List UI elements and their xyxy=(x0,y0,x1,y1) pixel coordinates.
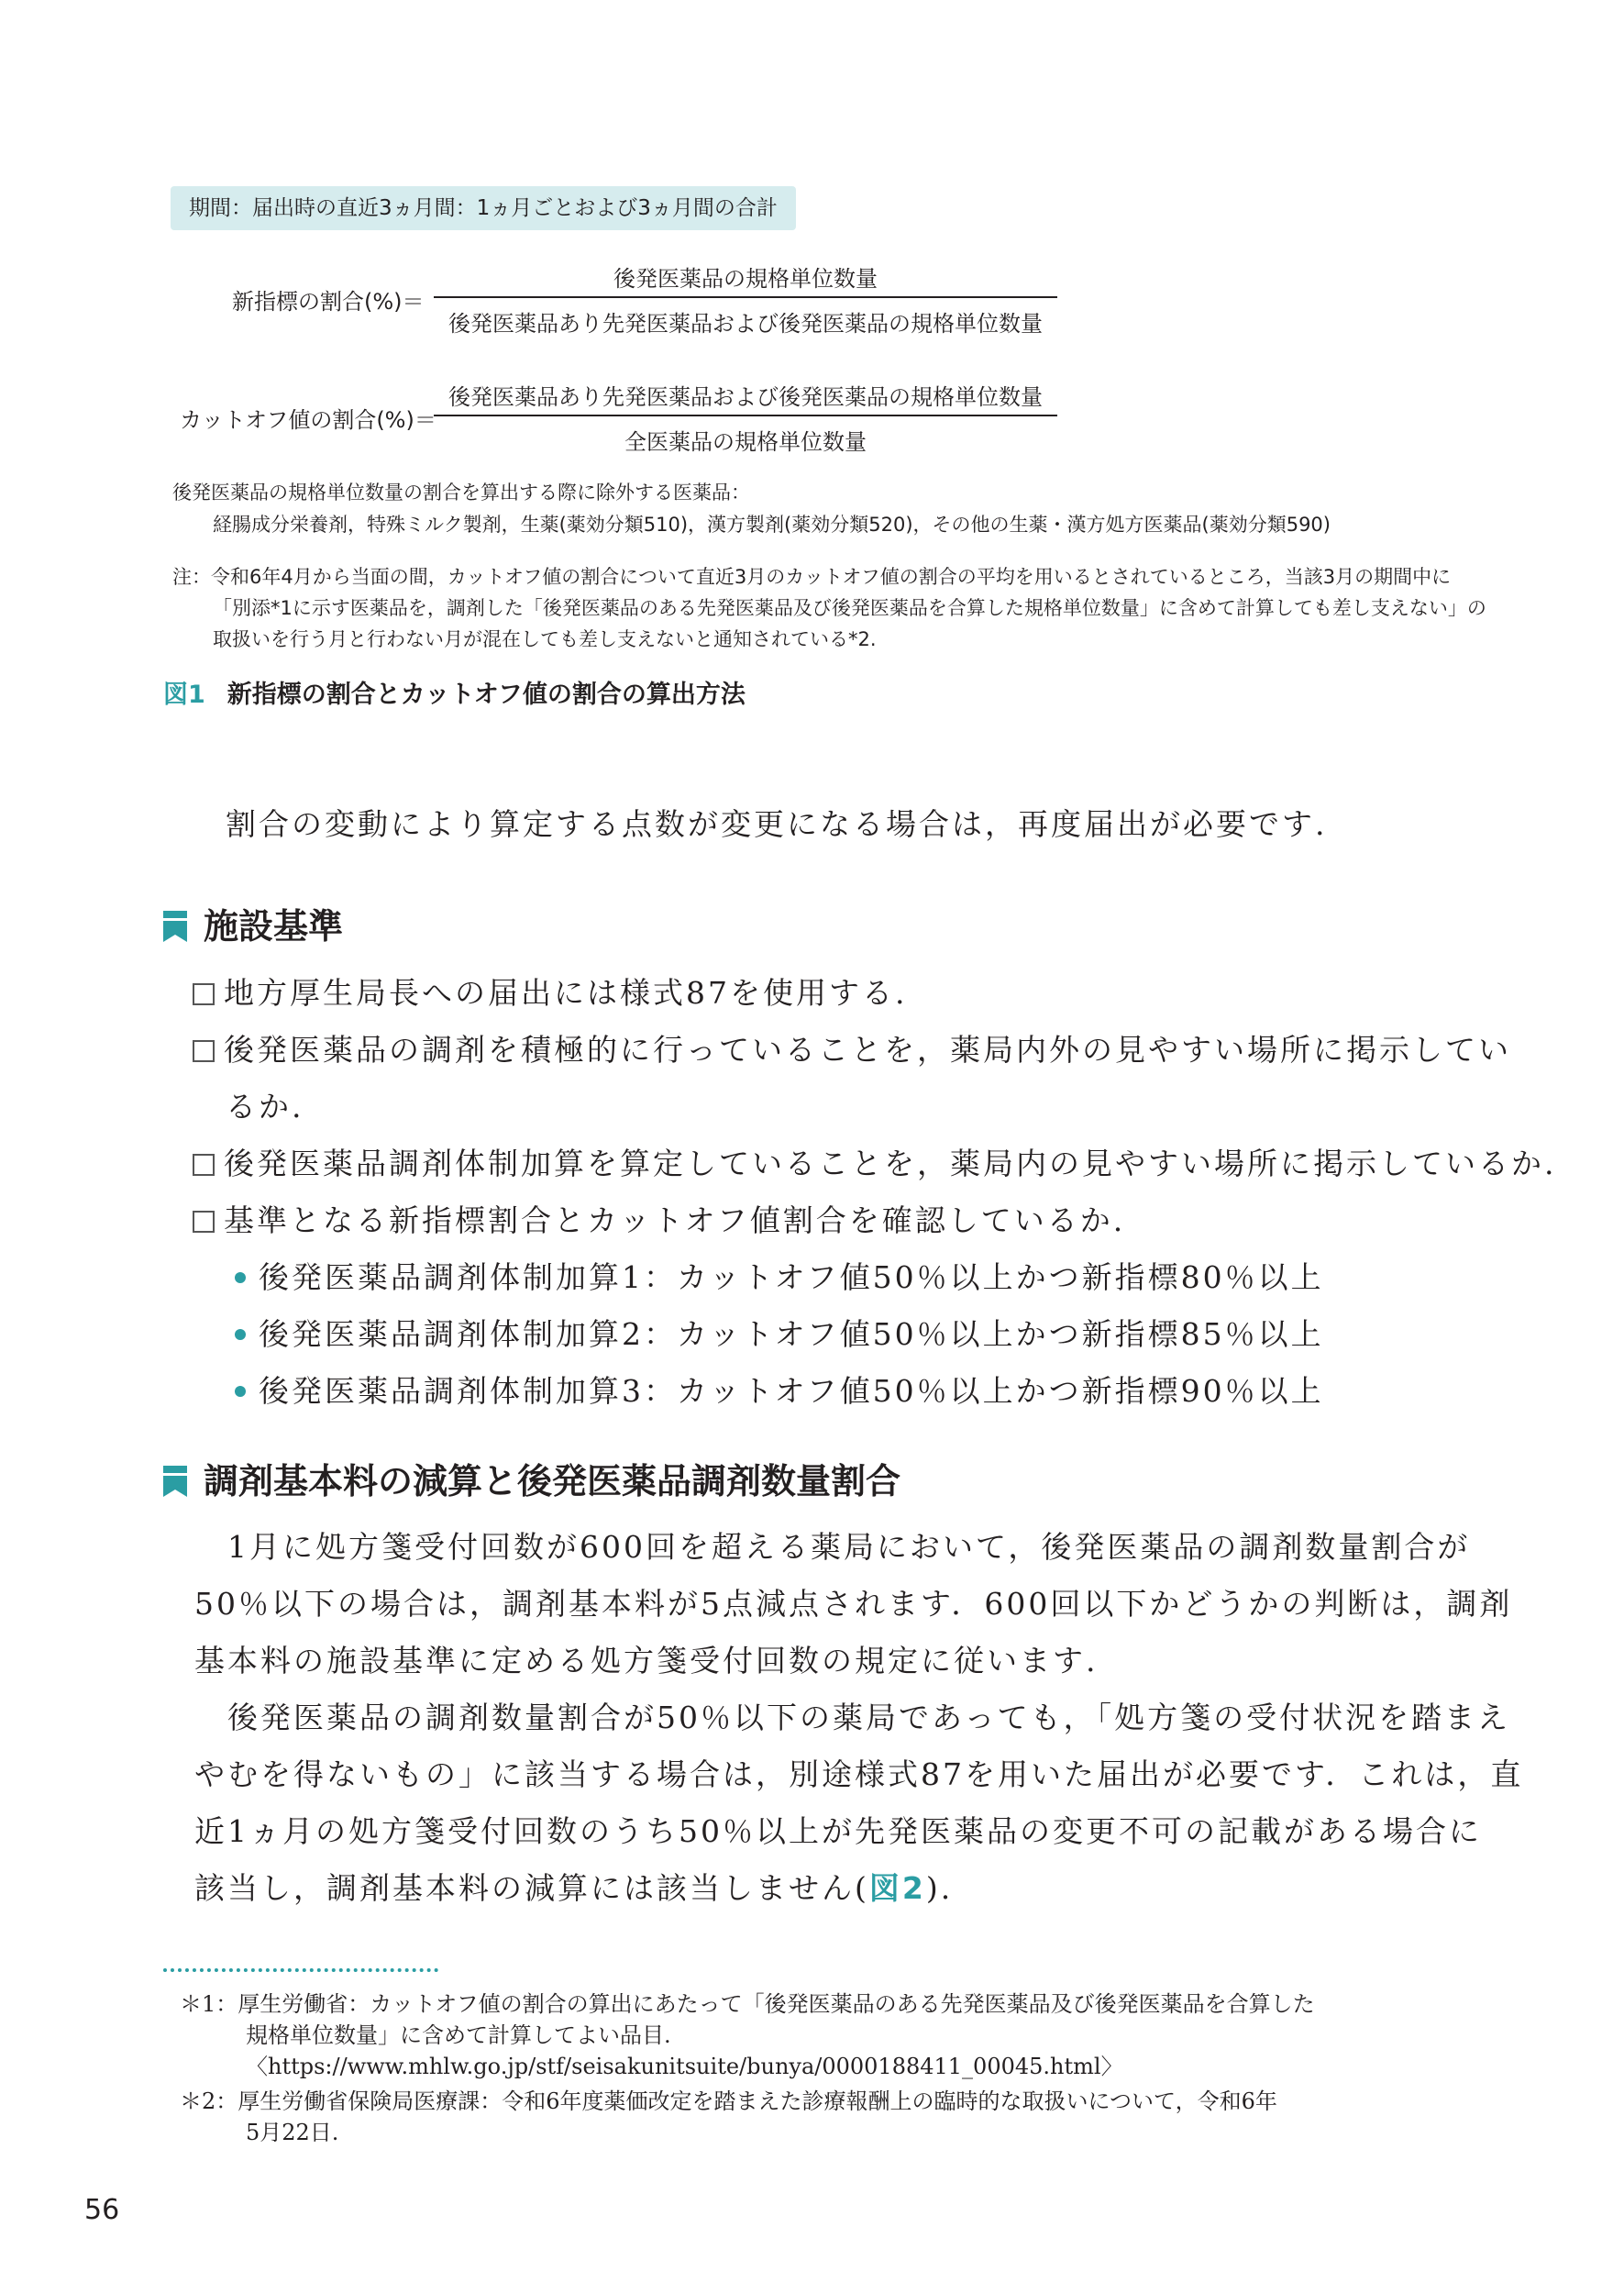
footnote-2: ＊2：厚生労働省保険局医療課：令和6年度薬価改定を踏まえた診療報酬上の臨時的な取扱いについて，令和6年 xyxy=(180,2088,1277,2114)
paragraph-line: やむを得ないもの」に該当する場合は，別途様式87を用いた届出が必要です．これは，直 xyxy=(194,1756,1524,1792)
bullet-icon xyxy=(235,1329,246,1340)
exclusion-title: 後発医薬品の規格単位数量の割合を算出する際に除外する医薬品： xyxy=(172,482,750,504)
paragraph-text: ). xyxy=(925,1870,954,1906)
checklist-item xyxy=(193,965,907,1022)
paragraph-text: 該当し，調剤基本料の減算には該当しません( xyxy=(194,1870,869,1906)
checkbox-icon xyxy=(193,983,215,1005)
checklist-item xyxy=(193,1192,1125,1249)
bullet-item xyxy=(235,1306,1324,1363)
section-heading-facility-standards xyxy=(163,903,343,949)
bullet-text: 後発医薬品調剤体制加算1：カットオフ値50％以上かつ新指標80％以上 xyxy=(259,1259,1324,1295)
bullet-icon xyxy=(235,1386,246,1397)
checklist-text: 基準となる新指標割合とカットオフ値割合を確認しているか. xyxy=(224,1202,1126,1238)
page-number: 56 xyxy=(84,2194,120,2226)
checklist-text: 後発医薬品の調剤を積極的に行っていることを，薬局内外の見やすい場所に掲示してい xyxy=(224,1032,1511,1068)
section-heading-text: 調剤基本料の減算と後発医薬品調剤数量割合 xyxy=(204,1461,901,1501)
intro-paragraph: 割合の変動により算定する点数が変更になる場合は，再度届出が必要です. xyxy=(226,806,1328,842)
checklist-text: 後発医薬品調剤体制加算を算定していることを，薬局内の見やすい場所に掲示しているか. xyxy=(224,1146,1557,1181)
checkbox-icon xyxy=(193,1040,215,1062)
figure-caption-text: 新指標の割合とカットオフ値の割合の算出方法 xyxy=(226,681,746,709)
paragraph-line: 1月に処方箋受付回数が600回を超える薬局において，後発医薬品の調剤数量割合が xyxy=(194,1529,1471,1565)
checklist-item xyxy=(193,1135,1557,1192)
bullet-item xyxy=(235,1363,1324,1420)
footnote-2-cont: 5月22日. xyxy=(246,2120,339,2145)
footnote-1: ＊1：厚生労働省：カットオフ値の割合の算出にあたって「後発医薬品のある先発医薬品及び後発医薬品を合算した xyxy=(180,1991,1315,2017)
footnote-divider xyxy=(163,1968,438,1972)
bullet-text: 後発医薬品調剤体制加算3：カットオフ値50％以上かつ新指標90％以上 xyxy=(259,1373,1324,1409)
checklist-item xyxy=(193,1022,1511,1079)
section-heading-dispensing-fee xyxy=(163,1458,900,1504)
bookmark-icon xyxy=(163,1466,187,1497)
figure-note-line: 取扱いを行う月と行わない月が混在しても差し支えないと通知されている*2. xyxy=(213,628,877,650)
formula2-fraction xyxy=(434,379,1057,456)
formula1-fraction xyxy=(434,260,1057,338)
section-heading-text: 施設基準 xyxy=(204,906,344,947)
footnote-1-cont: 規格単位数量」に含めて計算してよい品目. xyxy=(246,2022,671,2048)
paragraph-line: 後発医薬品の調剤数量割合が50％以下の薬局であっても，「処方箋の受付状況を踏まえ xyxy=(194,1700,1511,1735)
bullet-text: 後発医薬品調剤体制加算2：カットオフ値50％以上かつ新指標85％以上 xyxy=(259,1316,1324,1352)
figure-number: 図1 xyxy=(163,681,205,709)
formula1-numerator: 後発医薬品の規格単位数量 xyxy=(613,266,878,292)
bookmark-icon xyxy=(163,911,187,942)
figure-note-line: 「別添*1に示す医薬品を，調剤した「後発医薬品のある先発医薬品及び後発医薬品を合算した規格単位数量」に含めて計算しても差し支えない」の xyxy=(213,597,1486,619)
footnote-1-url[interactable]: 〈https://www.mhlw.go.jp/stf/seisakunitsuite/bunya/0000188411_00045.html〉 xyxy=(246,2054,1123,2079)
figure-reference-link[interactable]: 図2 xyxy=(868,1870,926,1906)
paragraph-line xyxy=(194,1860,953,1917)
paragraph-line: 近1ヵ月の処方箋受付回数のうち50％以上が先発医薬品の変更不可の記載がある場合に xyxy=(194,1813,1482,1849)
checkbox-icon xyxy=(193,1154,215,1176)
formula2-label: カットオフ値の割合(%)＝ xyxy=(180,407,436,433)
figure-caption xyxy=(163,674,746,710)
bullet-icon xyxy=(235,1272,246,1283)
checkbox-icon xyxy=(193,1211,215,1233)
formula1-denominator: 後発医薬品あり先発医薬品および後発医薬品の規格単位数量 xyxy=(448,311,1043,337)
figure-note-line: 注：令和6年4月から当面の間，カットオフ値の割合について直近3月のカットオフ値の割合の平均を用いるとされているところ，当該3月の期間中に xyxy=(172,566,1452,588)
formula2-numerator: 後発医薬品あり先発医薬品および後発医薬品の規格単位数量 xyxy=(448,384,1043,410)
paragraph-line: 基本料の施設基準に定める処方箋受付回数の規定に従います. xyxy=(194,1643,1099,1678)
checklist-text: 地方厚生局長への届出には様式87を使用する. xyxy=(224,975,908,1011)
formula1-label: 新指標の割合(%)＝ xyxy=(232,289,425,315)
formula2-denominator: 全医薬品の規格単位数量 xyxy=(624,429,867,455)
exclusion-items: 経腸成分栄養剤，特殊ミルク製剤，生薬(薬効分類510)，漢方製剤(薬効分類520)，その他の生薬・漢方処方医薬品(薬効分類590) xyxy=(213,514,1331,536)
checklist-continuation: るか. xyxy=(226,1089,304,1124)
period-label: 期間：届出時の直近3ヵ月間：1ヵ月ごとおよび3ヵ月間の合計 xyxy=(171,186,796,230)
paragraph-line: 50％以下の場合は，調剤基本料が5点減点されます．600回以下かどうかの判断は，調剤 xyxy=(194,1586,1513,1622)
bullet-item xyxy=(235,1249,1324,1306)
